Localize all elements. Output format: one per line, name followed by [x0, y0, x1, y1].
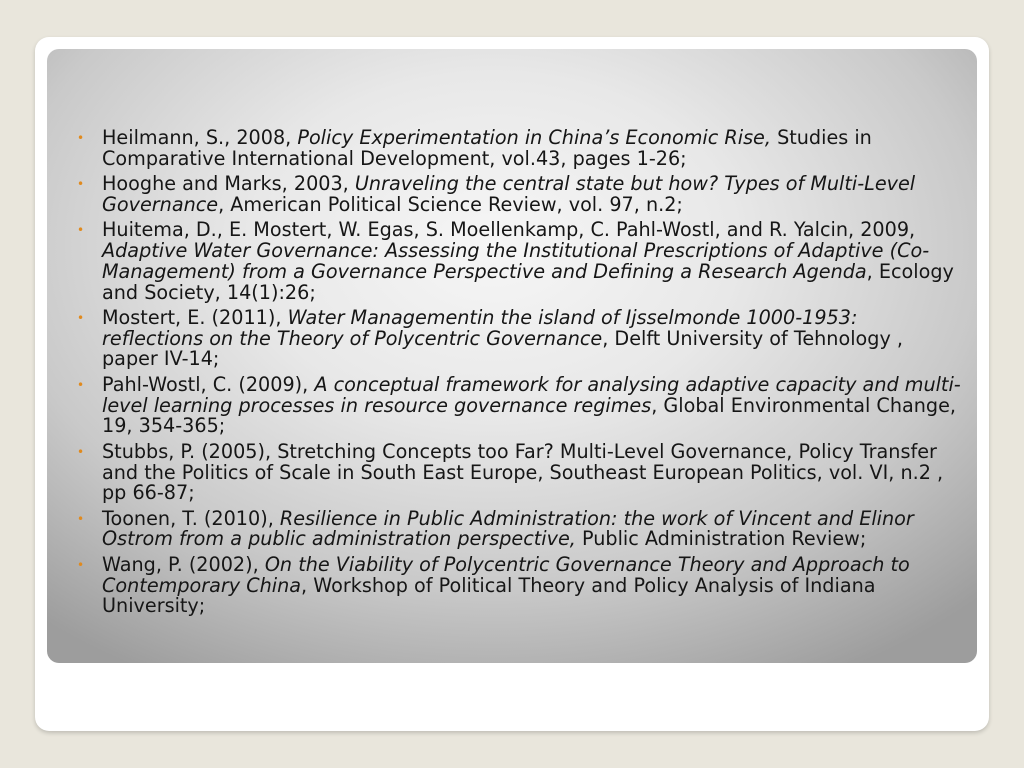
reference-title: Policy Experimentation in China’s Economic Rise,	[297, 126, 771, 149]
bullet-icon: •	[77, 557, 85, 572]
bullet-icon: •	[77, 131, 85, 145]
reference-source: Studies in Comparative International Development, vol.43, pages 1-26;	[102, 126, 872, 170]
reference-authors: Mostert, E. (2011),	[102, 306, 288, 330]
reference-authors: Huitema, D., E. Mostert, W. Egas, S. Moellenkamp, C. Pahl-Wostl, and R. Yalcin, 2009,	[102, 218, 916, 242]
reference-title: A conceptual framework for analysing adaptive capacity and multi-level learning processes in resource governance regimes	[102, 372, 961, 417]
content-panel	[47, 49, 977, 663]
reference-source: , Ecology and Society, 14(1):26;	[102, 259, 954, 304]
reference-title: Unraveling the central state but how? Types of Multi-Level Governance	[102, 172, 916, 216]
reference-authors: Wang, P. (2002),	[102, 552, 265, 576]
slide-card	[35, 37, 989, 731]
reference-title: On the Viability of Polycentric Governance Theory and Approach to Contemporary China	[102, 552, 910, 597]
bullet-icon: •	[77, 511, 85, 526]
bullet-icon: •	[77, 223, 85, 238]
reference-item	[77, 506, 961, 551]
reference-item	[77, 552, 961, 618]
reference-item	[77, 372, 961, 438]
reference-title: Adaptive Water Governance: Assessing the Institutional Prescriptions of Adaptive (Co-Management) from a Governance Perspective and Defining a Research Agenda	[102, 239, 930, 283]
reference-source: , Global Environmental Change, 19, 354-365;	[102, 393, 956, 438]
bullet-icon: •	[77, 311, 85, 326]
reference-source: , American Political Science Review, vol. 97, n.2;	[218, 192, 683, 216]
reference-list	[77, 128, 961, 622]
bullet-icon: •	[77, 177, 85, 192]
reference-authors: Heilmann, S., 2008,	[102, 126, 298, 149]
bullet-icon: •	[77, 444, 85, 459]
reference-title: Resilience in Public Administration: the work of Vincent and Elinor Ostrom from a public administration perspective,	[102, 506, 914, 551]
reference-title: Water Managementin the island of Ijsselmonde 1000-1953: reflections on the Theory of Polycentric Governance	[102, 306, 858, 350]
reference-item	[77, 128, 961, 169]
reference-item	[77, 220, 961, 303]
reference-source: , Workshop of Political Theory and Policy Analysis of Indiana University;	[102, 573, 876, 618]
reference-source: Public Administration Review;	[575, 527, 867, 551]
bullet-icon: •	[77, 377, 85, 392]
reference-authors: Pahl-Wostl, C. (2009),	[102, 372, 315, 396]
reference-authors: Stubbs, P. (2005), Stretching Concepts too Far? Multi-Level Governance, Policy Transfer and the Politics of Scale in South East Europe, Southeast European Politics, vol. VI, n.2 , pp 66-87;	[102, 439, 944, 505]
reference-authors: Toonen, T. (2010),	[102, 506, 280, 530]
reference-item	[77, 174, 961, 215]
reference-item	[77, 439, 961, 505]
reference-item	[77, 308, 961, 370]
reference-authors: Hooghe and Marks, 2003,	[102, 172, 355, 196]
reference-source: , Delft University of Tehnology , paper IV-14;	[102, 326, 903, 371]
